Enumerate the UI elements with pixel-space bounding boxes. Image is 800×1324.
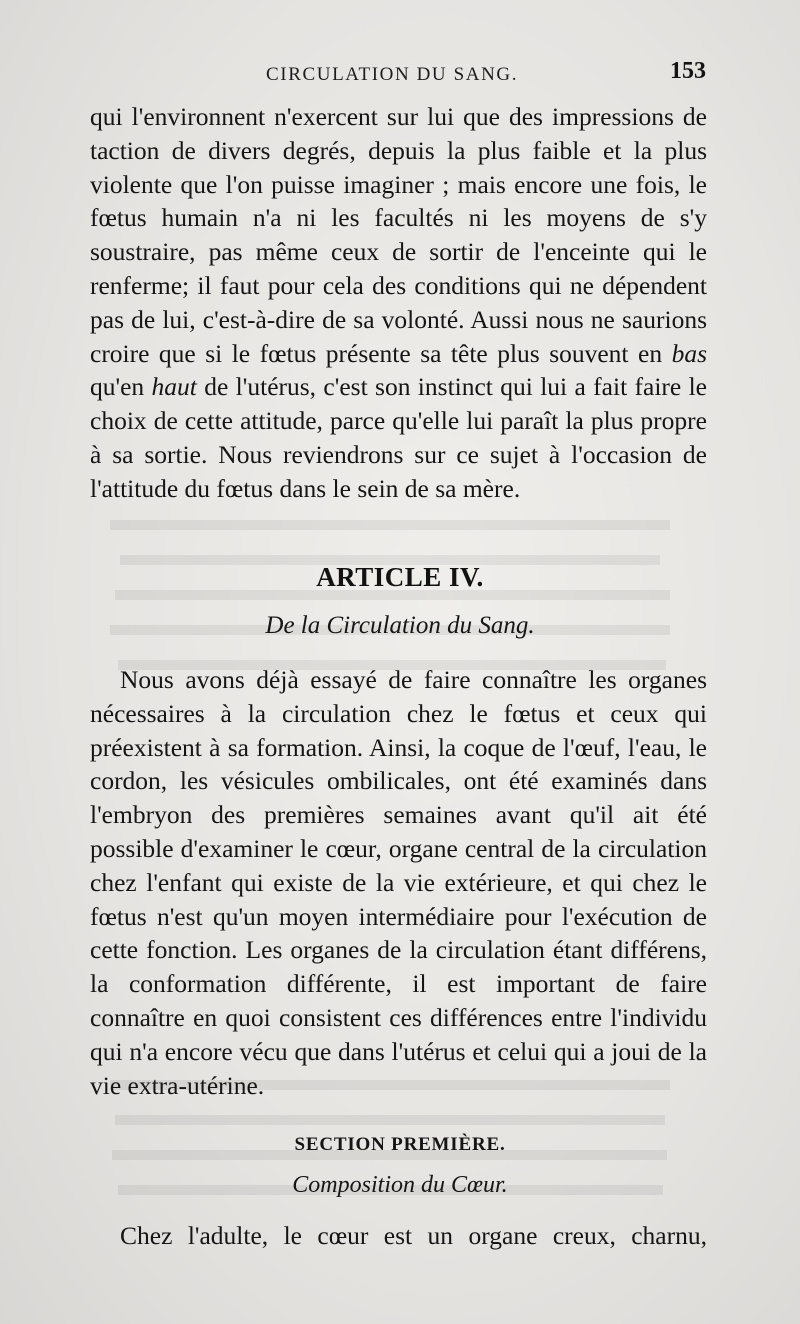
section-subheading: Composition du Cœur. — [292, 1172, 508, 1198]
page-header — [90, 58, 710, 94]
section-heading: SECTION PREMIÈRE. — [294, 1134, 506, 1155]
paragraph-3: Chez l'adulte, le cœur est un organe creux, charnu, — [120, 1221, 707, 1250]
emphasis-haut: haut — [151, 372, 197, 402]
paragraph-1 — [90, 100, 707, 506]
paragraph-1-part-c: de l'utérus, c'est son instinct qui lui a fait faire le choix de cette attitude, parce qu'elle lui paraît la plus propre à sa sortie. Nous reviendrons sur ce sujet à l'occasion de l'attitude du fœtus dans le sein de sa mère. — [90, 372, 707, 503]
article-body — [90, 663, 707, 1102]
paragraph-continuation — [90, 100, 707, 506]
article-heading: ARTICLE IV. — [316, 562, 484, 592]
page-number: 153 — [670, 58, 706, 84]
paragraph-1-part-a: qui l'environnent n'exercent sur lui que des impressions de taction de divers degrés, depuis la plus faible et la plus violente que l'on puisse imaginer ; mais encore une fois, le fœtus humain n'a ni les facultés ni les moyens de s'y soustraire, pas même ceux de sortir de l'enceinte qui le renferme; il faut pour cela des conditions qui ne dépendent pas de lui, c'est-à-dire de sa volonté. Aussi nous ne saurions croire que si le fœtus présente sa tête plus souvent en — [90, 102, 707, 368]
emphasis-bas: bas — [671, 338, 707, 368]
section-body — [90, 1219, 707, 1253]
paragraph-2: Nous avons déjà essayé de faire connaître les organes nécessaires à la circulation chez le fœtus et ceux qui préexistent à sa formation. Ainsi, la coque de l'œuf, l'eau, le cordon, les vésicules ombilicales, ont été examinés dans l'embryon des premières semaines avant qu'il ait été possible d'examiner le cœur, organe central de la circulation chez l'enfant qui existe de la vie extérieure, et qui chez le fœtus n'est qu'un moyen intermédiaire pour l'exécution de cette fonction. Les organes de la circulation étant différens, la conformation différente, il est important de faire connaître en quoi consistent ces différences entre l'individu qui n'a encore vécu que dans l'utérus et celui qui a joui de la vie extra-utérine. — [90, 665, 707, 1100]
paragraph-1-part-b: qu'en — [90, 372, 152, 402]
running-head: CIRCULATION DU SANG. — [266, 64, 519, 85]
article-subheading: De la Circulation du Sang. — [265, 612, 535, 639]
